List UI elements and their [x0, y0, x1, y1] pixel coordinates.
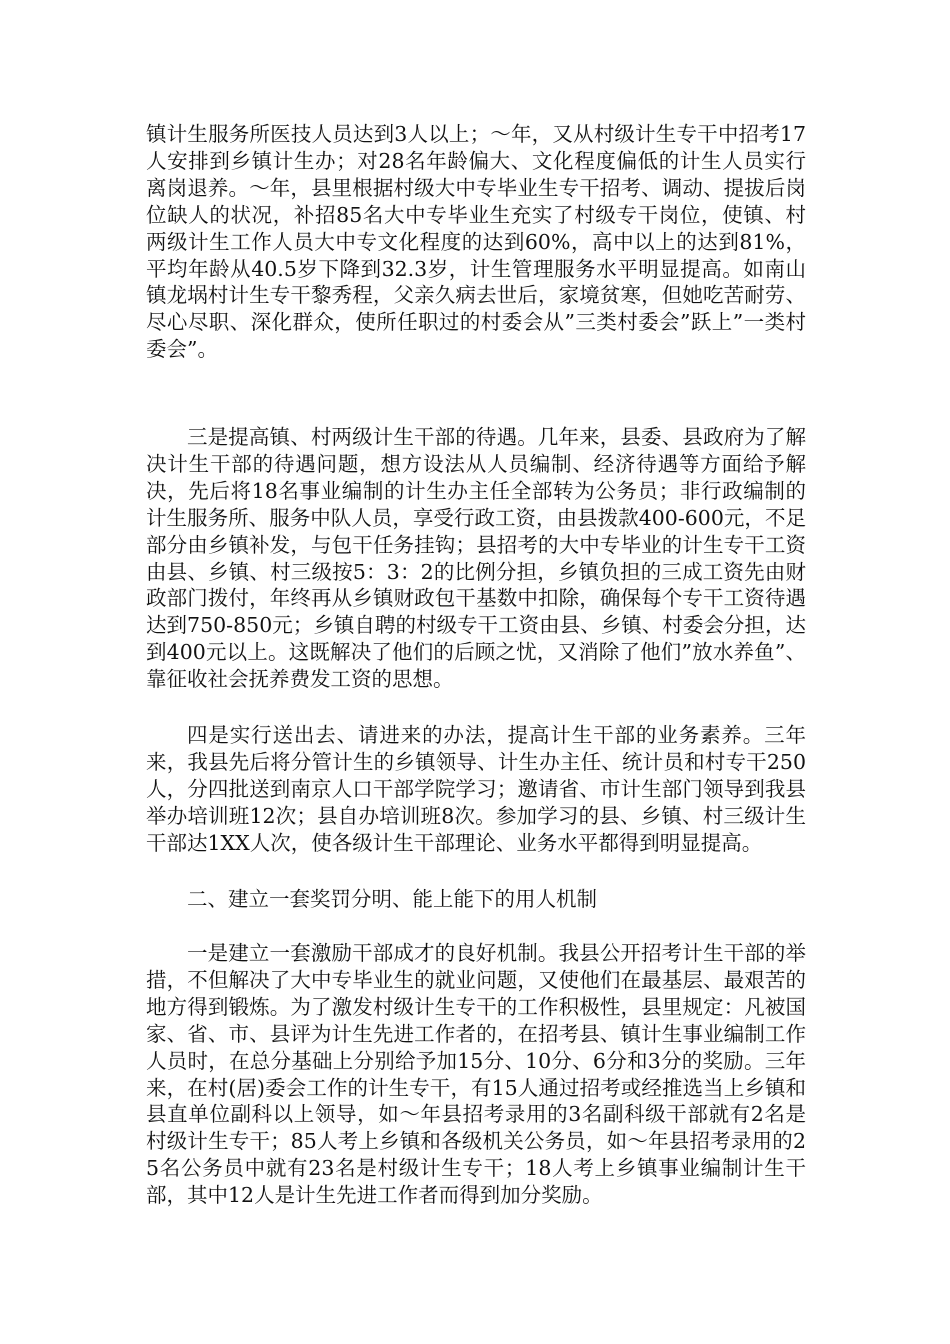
- paragraph-staff-upgrade: 镇计生服务所医技人员达到3人以上；～年，又从村级计生专干中招考17人安排到乡镇计生办；对28名年龄偏大、文化程度偏低的计生人员实行离岗退养。～年，县里根据村级大中专毕业生专干招考、调动、提拔后岗位缺人的状况，补招85名大中专毕业生充实了村级专干岗位，使镇、村两级计生工作人员大中专文化程度的达到60%，高中以上的达到81%，平均年龄从40.5岁下降到32.3岁，计生管理服务水平明显提高。如南山镇龙埚村计生专干黎秀程，父亲久病去世后，家境贫寒，但她吃苦耐劳、尽心尽职、深化群众，使所任职过的村委会从”三类村委会”跃上”一类村委会”。: [146, 122, 806, 362]
- section-heading: 二、建立一套奖罚分明、能上能下的用人机制: [187, 887, 597, 911]
- paragraph-training: 四是实行送出去、请进来的办法，提高计生干部的业务素养。三年来，我县先后将分管计生的乡镇领导、计生办主任、统计员和村专干250人，分四批送到南京人口干部学院学习；邀请省、市计生部门领导到我县举办培训班12次；县自办培训班8次。参加学习的县、乡镇、村三级计生干部达1XX人次，使各级计生干部理论、业务水平都得到明显提高。: [146, 723, 806, 855]
- paragraph-cadre-treatment: 三是提高镇、村两级计生干部的待遇。几年来，县委、县政府为了解决计生干部的待遇问题，想方设法从人员编制、经济待遇等方面给予解决，先后将18名事业编制的计生办主任全部转为公务员；非行政编制的计生服务所、服务中队人员，享受行政工资，由县拨款400-600元，不足部分由乡镇补发，与包干任务挂钩；县招考的大中专毕业的计生专干工资由县、乡镇、村三级按5：3：2的比例分担，乡镇负担的三成工资先由财政部门拨付，年终再从乡镇财政包干基数中扣除，确保每个专干工资待遇达到750-850元；乡镇自聘的村级专干工资由县、乡镇、村委会分担，达到400元以上。这既解决了他们的后顾之忧，又消除了他们”放水养鱼”、靠征收社会抚养费发工资的思想。: [146, 425, 806, 692]
- paragraph-incentive-mechanism: 一是建立一套激励干部成才的良好机制。我县公开招考计生干部的举措，不但解决了大中专毕业生的就业问题，又使他们在最基层、最艰苦的地方得到锻炼。为了激发村级计生专干的工作积极性，县里规定：凡被国家、省、市、县评为计生先进工作者的，在招考县、镇计生事业编制工作人员时，在总分基础上分别给予加15分、10分、6分和3分的奖励。三年来，在村(居)委会工作的计生专干，有15人通过招考或经推选当上乡镇和县直单位副科以上领导，如～年县招考录用的3名副科级干部就有2名是村级计生专干；85人考上乡镇和各级机关公务员，如～年县招考录用的25名公务员中就有23名是村级计生专干；18人考上乡镇事业编制计生干部，其中12人是计生先进工作者而得到加分奖励。: [146, 941, 806, 1208]
